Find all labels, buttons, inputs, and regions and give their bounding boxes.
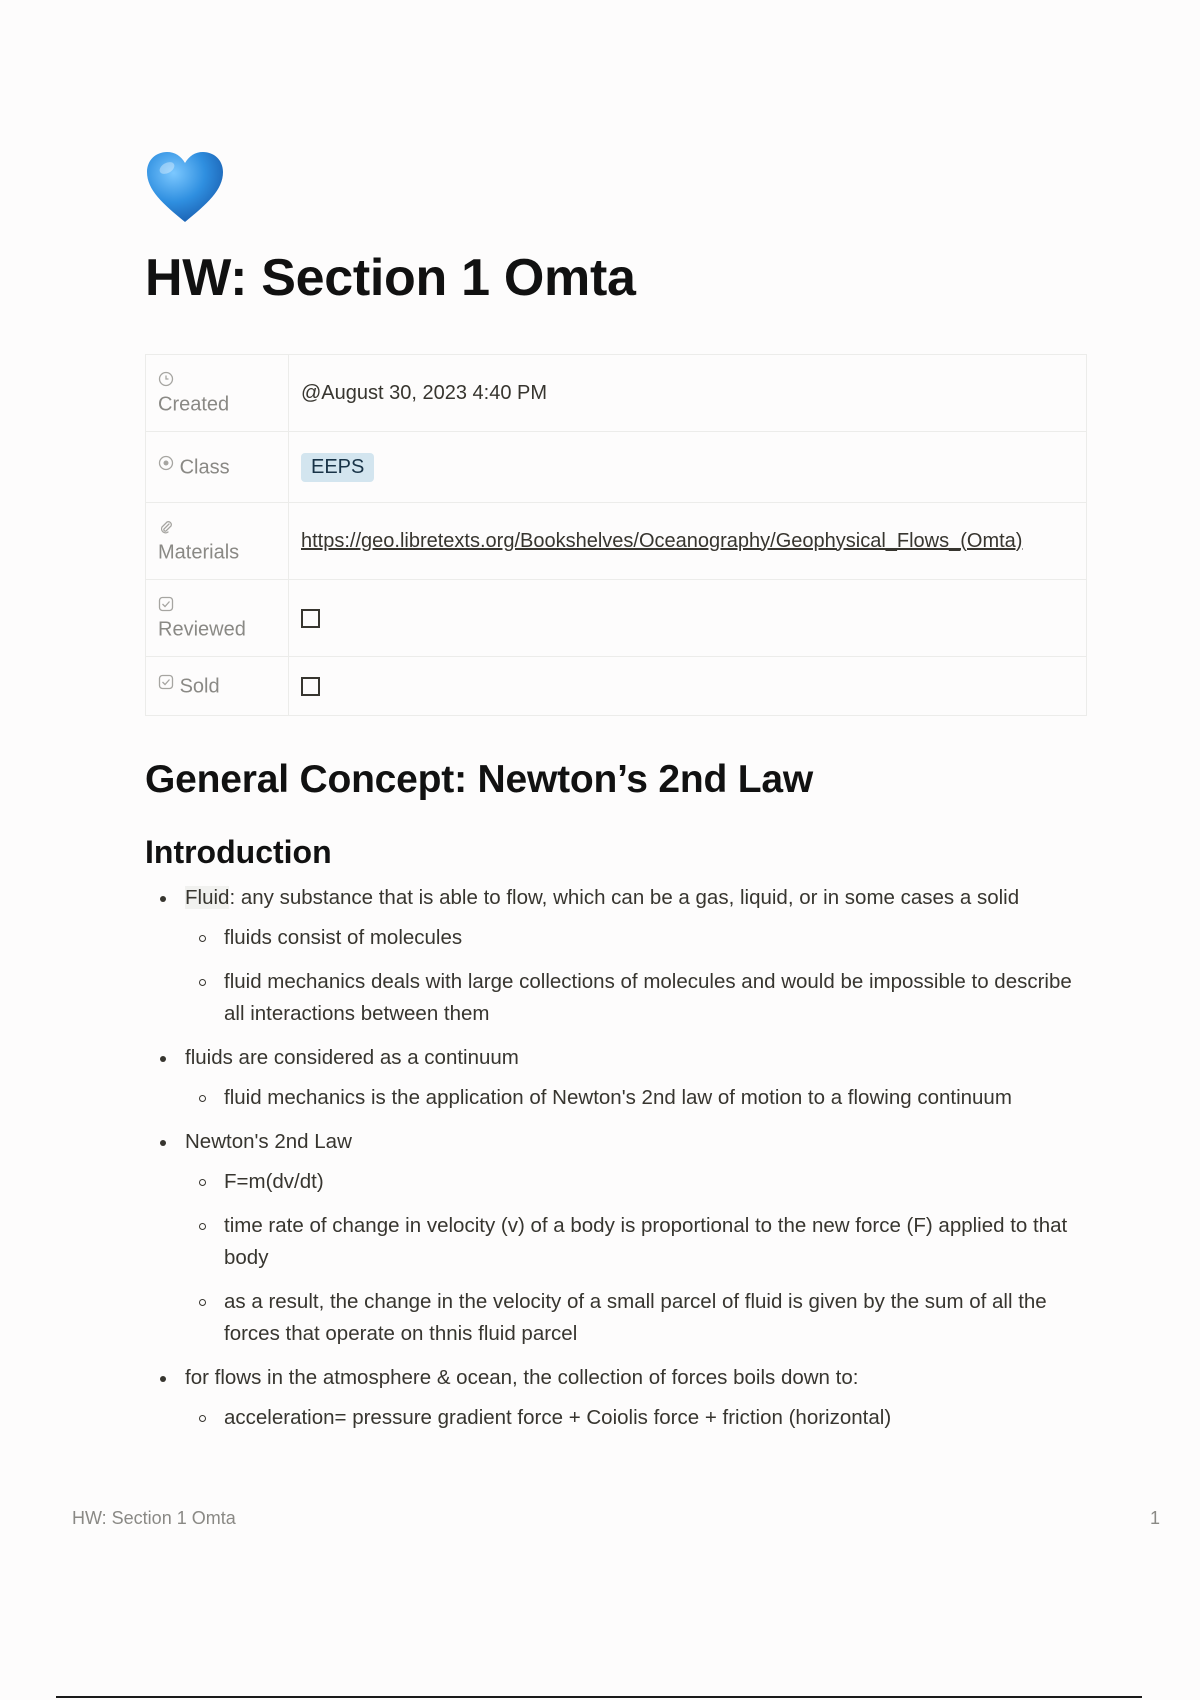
page-divider [56,1696,1142,1698]
property-name-materials: Materials [146,503,289,580]
sub-list-item: fluid mechanics deals with large collections of molecules and would be impossible to describe all interactions between them [185,966,1085,1030]
page-number: 1 [1149,1508,1160,1528]
materials-link[interactable]: https://geo.libretexts.org/Bookshelves/Oceanography/Geophysical_Flows_(Omta) [301,529,1023,552]
page-title: HW: Section 1 Omta [145,249,636,307]
property-value-reviewed [289,580,1087,657]
sub-list-item: fluids consist of molecules [185,922,1085,954]
term-highlight: Fluid [185,886,230,909]
sub-list-item: fluid mechanics is the application of Newton's 2nd law of motion to a flowing continuum [185,1082,1085,1114]
checkbox-icon [158,596,276,616]
property-name-class: Class [146,432,289,503]
property-name-reviewed: Reviewed [146,580,289,657]
list-item [145,1126,1085,1350]
list-item [145,882,1085,1030]
subsection-heading: Introduction [145,834,332,870]
list-item-text: : any substance that is able to flow, which can be a gas, liquid, or in some cases a solid [229,886,1020,909]
list-item [145,1042,1085,1114]
page-footer [72,1508,1160,1529]
property-name-created: Created [146,355,289,432]
sub-list [185,1166,1085,1350]
list-item-text: fluids are considered as a continuum [185,1046,519,1069]
property-value-created[interactable]: @August 30, 2023 4:40 PM [289,355,1087,432]
property-value-materials [289,503,1087,580]
sub-list [185,922,1085,1030]
sub-list-item: acceleration= pressure gradient force + Coiolis force + friction (horizontal) [185,1402,1085,1434]
property-row-reviewed [146,580,1087,657]
select-icon [158,454,174,480]
property-value-class[interactable] [289,432,1087,503]
footer-title: HW: Section 1 Omta [72,1508,236,1528]
property-row-sold [146,657,1087,716]
reviewed-checkbox[interactable] [301,609,320,628]
sub-list [185,1082,1085,1114]
list-item-text: Newton's 2nd Law [185,1130,352,1153]
sub-list-item: F=m(dv/dt) [185,1166,1085,1198]
clock-icon [158,371,276,391]
properties-table [145,354,1087,716]
sold-checkbox[interactable] [301,677,320,696]
bullet-list [145,882,1085,1434]
property-row-materials [146,503,1087,580]
checkbox-icon [158,673,174,699]
sub-list-item: time rate of change in velocity (v) of a body is proportional to the new force (F) applied to that body [185,1210,1085,1274]
page-body [145,150,1085,1446]
section-heading: General Concept: Newton’s 2nd Law [145,758,814,801]
property-row-created [146,355,1087,432]
list-item [145,1362,1085,1434]
class-tag[interactable]: EEPS [301,453,374,482]
list-item-text: for flows in the atmosphere & ocean, the collection of forces boils down to: [185,1366,859,1389]
sub-list-item: as a result, the change in the velocity of a small parcel of fluid is given by the sum of all the forces that operate on thnis fluid parcel [185,1286,1085,1350]
sub-list [185,1402,1085,1434]
property-value-sold [289,657,1087,716]
property-name-sold: Sold [146,657,289,716]
paperclip-icon [158,519,276,539]
property-row-class [146,432,1087,503]
blue-heart-icon [145,150,225,226]
